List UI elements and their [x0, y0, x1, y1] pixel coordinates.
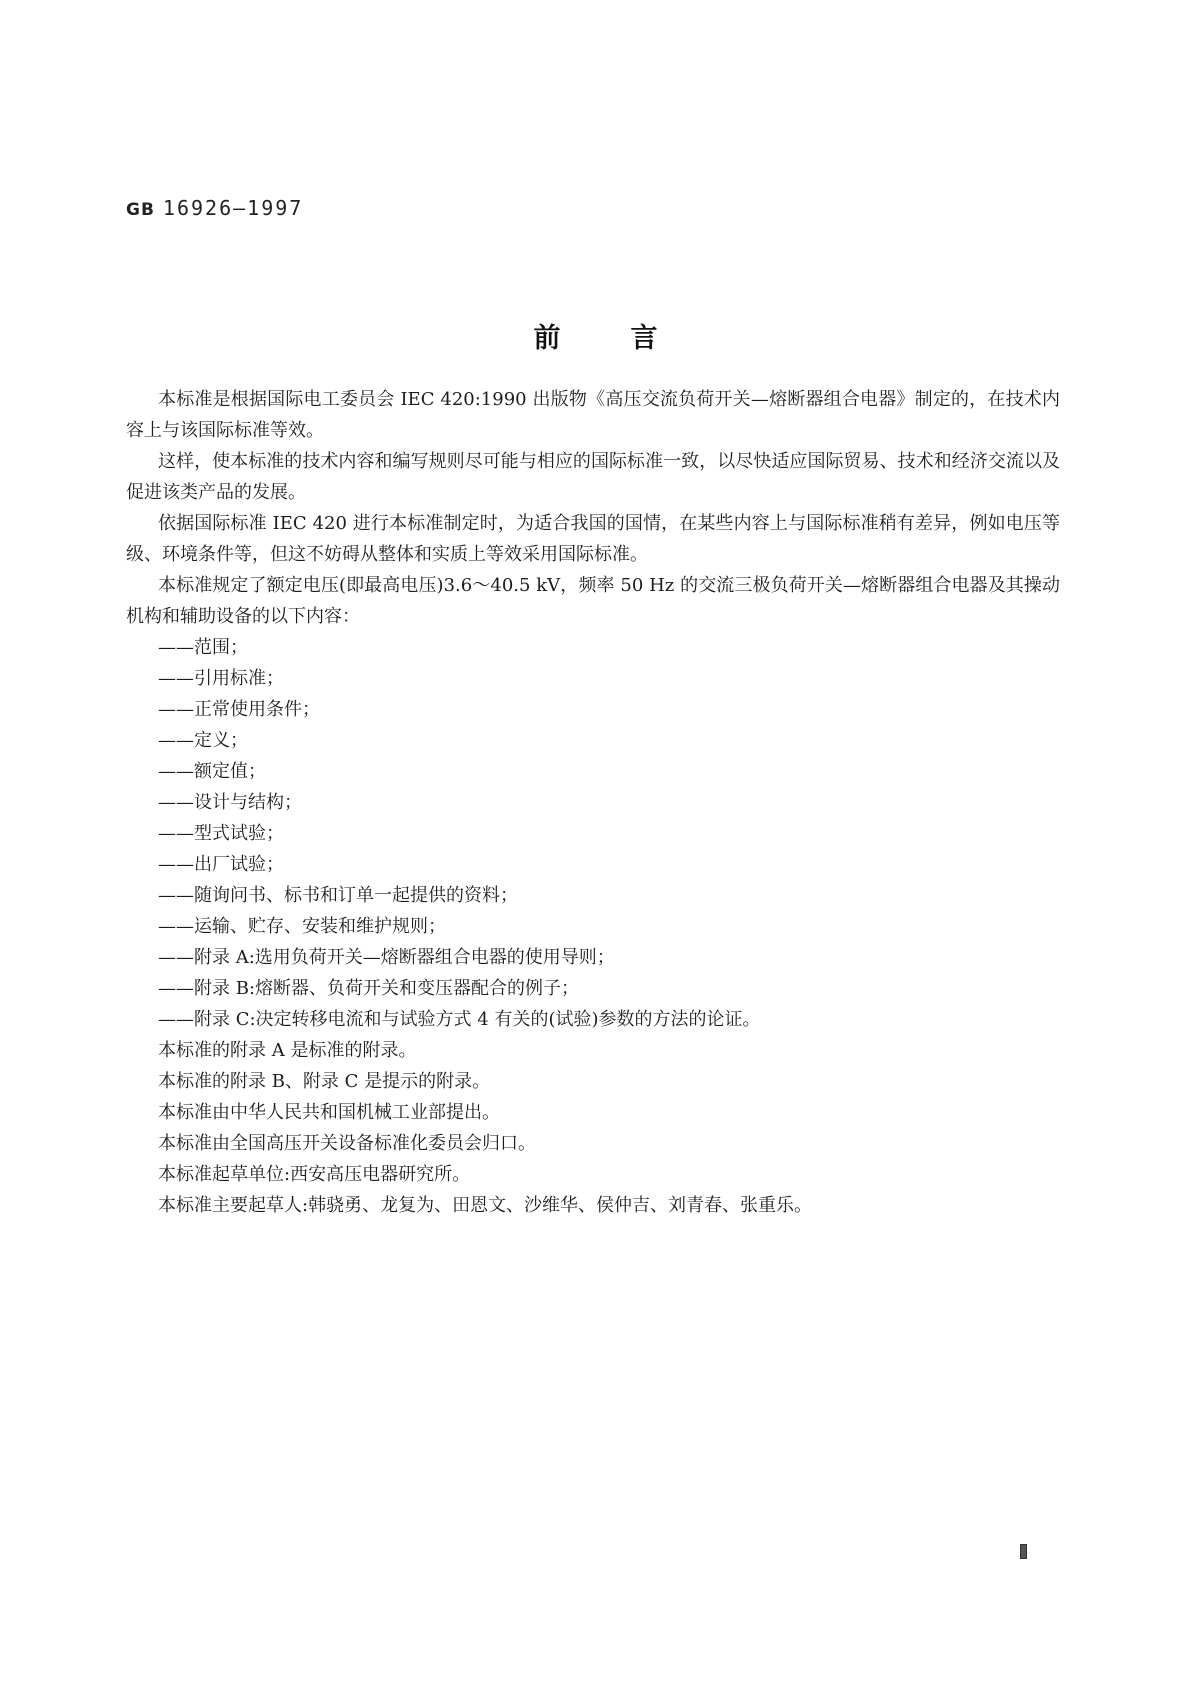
content-list	[126, 632, 1060, 1035]
list-item: ——出厂试验；	[158, 854, 284, 875]
list-item: ——定义；	[158, 730, 248, 751]
note-line: 本标准的附录 A 是标准的附录。	[158, 1040, 417, 1061]
paragraph: 这样，使本标准的技术内容和编写规则尽可能与相应的国际标准一致，以尽快适应国际贸易、技术和经济交流以及促进该类产品的发展。	[126, 451, 1060, 503]
list-item: ——附录 B:熔断器、负荷开关和变压器配合的例子；	[158, 978, 580, 999]
note-line: 本标准由中华人民共和国机械工业部提出。	[158, 1102, 500, 1123]
page-number-mark	[1020, 1544, 1027, 1559]
note-line: 本标准的附录 B、附录 C 是提示的附录。	[158, 1071, 491, 1092]
list-item: ——随询问书、标书和订单一起提供的资料；	[158, 885, 518, 906]
standard-number: 16926—1997	[162, 196, 304, 220]
page-title: 前言	[533, 323, 728, 354]
foreword-body	[126, 384, 1060, 1221]
list-item: ——型式试验；	[158, 823, 284, 844]
paragraph: 本标准规定了额定电压(即最高电压)3.6～40.5 kV，频率 50 Hz 的交流三极负荷开关—熔断器组合电器及其操动机构和辅助设备的以下内容：	[126, 575, 1060, 627]
list-item: ——附录 A:选用负荷开关—熔断器组合电器的使用导则；	[158, 947, 615, 968]
standard-code	[126, 196, 303, 220]
standard-prefix: GB	[126, 200, 155, 220]
list-item: ——正常使用条件；	[158, 699, 320, 720]
list-item: ——范围；	[158, 637, 248, 658]
paragraph: 本标准是根据国际电工委员会 IEC 420:1990 出版物《高压交流负荷开关—熔断器组合电器》制定的，在技术内容上与该国际标准等效。	[126, 389, 1060, 441]
note-line: 本标准主要起草人:韩骁勇、龙复为、田恩文、沙维华、侯仲吉、刘青春、张重乐。	[158, 1195, 813, 1216]
note-line: 本标准由全国高压开关设备标准化委员会归口。	[158, 1133, 536, 1154]
paragraph: 依据国际标准 IEC 420 进行本标准制定时，为适合我国的国情，在某些内容上与国际标准稍有差异，例如电压等级、环境条件等，但这不妨碍从整体和实质上等效采用国际标准。	[126, 513, 1060, 565]
list-item: ——额定值；	[158, 761, 266, 782]
list-item: ——设计与结构；	[158, 792, 302, 813]
list-item: ——附录 C:决定转移电流和与试验方式 4 有关的(试验)参数的方法的论证。	[158, 1009, 761, 1030]
list-item: ——运输、贮存、安装和维护规则；	[158, 916, 446, 937]
list-item: ——引用标准；	[158, 668, 284, 689]
note-line: 本标准起草单位:西安高压电器研究所。	[158, 1164, 471, 1185]
